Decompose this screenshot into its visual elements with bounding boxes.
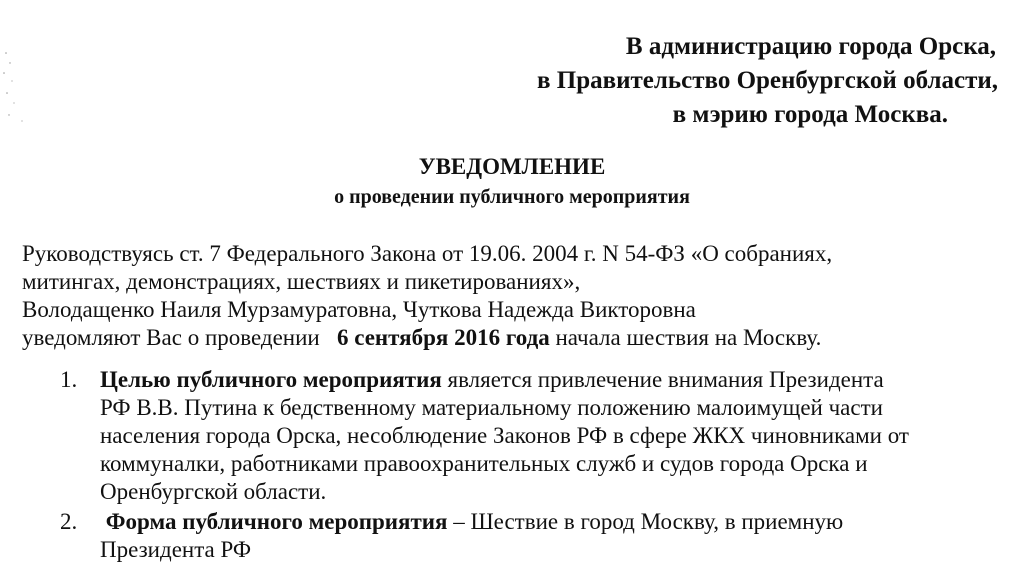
item-number: 2. [60,509,78,534]
intro-prefix: уведомляют Вас о проведении [22,325,337,350]
title-subtitle: о проведении публичного мероприятия [334,186,690,208]
intro-paragraph [22,240,1012,352]
intro-suffix: начала шествия на Москву. [549,325,822,350]
addressee-block [537,30,998,132]
item-text: населения города Орска, несоблюдение Законов РФ в сфере ЖКХ чиновниками от [100,423,909,448]
item-heading: Форма публичного мероприятия [105,509,448,534]
scan-speckles [0,45,30,125]
item-text: Президента РФ [100,537,252,562]
addressee-line: в Правительство Оренбургской области, [537,67,998,94]
item-text: является привлечение внимания Президента [441,367,884,392]
intro-line: Руководствуясь ст. 7 Федерального Закона от 19.06. 2004 г. N 54-ФЗ «О собраниях, [22,241,833,266]
item-text: Оренбургской области. [100,479,327,504]
numbered-list [60,366,1000,564]
list-item [60,366,1000,506]
item-number: 1. [60,367,78,392]
item-text: РФ В.В. Путина к бедственному материальному положению малоимущей части [100,395,883,420]
item-heading: Целью публичного мероприятия [100,367,442,392]
title-main: УВЕДОМЛЕНИЕ [418,154,606,179]
item-text: коммуналки, работниками правоохранительных служб и судов города Орска и [100,451,868,476]
addressee-line: В администрацию города Орска, [625,33,996,60]
intro-line [22,324,1012,352]
list-item [60,508,1000,564]
intro-line: Володащенко Наиля Мурзамуратовна, Чуткова Надежда Викторовна [22,297,696,322]
intro-line: митингах, демонстрациях, шествиях и пикетированиях», [22,269,581,294]
addressee-line: в мэрию города Москва. [672,101,948,128]
document-title [0,152,1024,212]
item-text: – Шествие в город Москву, в приемную [447,509,844,534]
event-date: 6 сентября 2016 года [336,325,550,350]
